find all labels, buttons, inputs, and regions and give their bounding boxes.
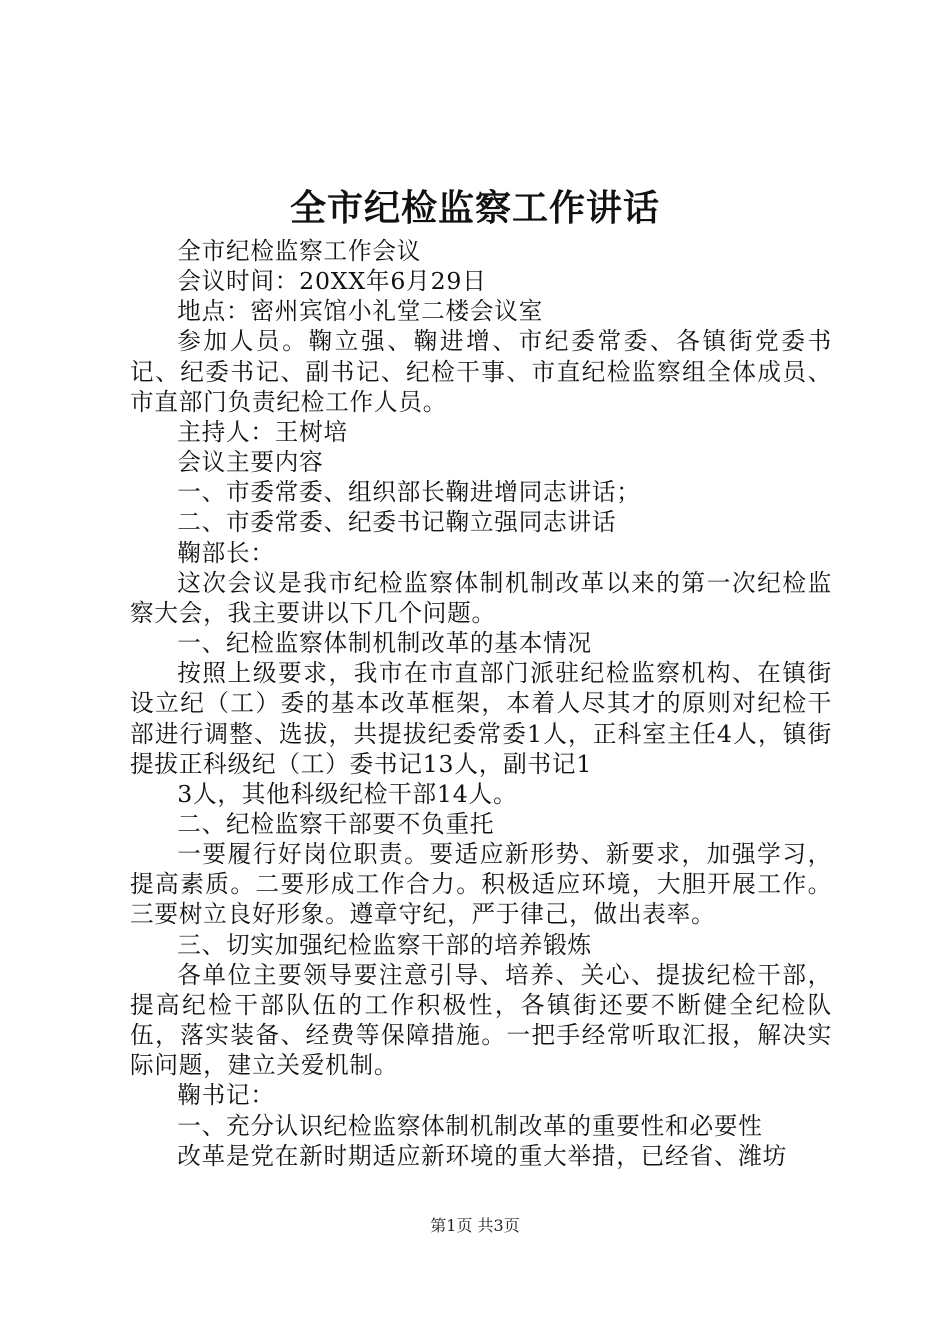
- paragraph-meeting-time: 会议时间：20XX年6月29日: [177, 267, 487, 296]
- paragraph-section-1-continuation: 3人，其他科级纪检干部14人。: [177, 779, 518, 808]
- paragraph-section-1-heading: 一、纪检监察体制机制改革的基本情况: [177, 629, 592, 658]
- paragraph-meeting-name: 全市纪检监察工作会议: [177, 237, 422, 265]
- paragraph-section-1-body: 按照上级要求，我市在市直部门派驻纪检监察机构、在镇街设立纪（工）委的基本改革框架，本着人尽其才的原则对纪检干部进行调整、选拔，共提拔纪委常委1人，正科室主任4人，镇街提拔正科级纪（工）委书记13人，副书记1: [130, 659, 832, 778]
- paragraph-agenda-heading: 会议主要内容: [177, 448, 324, 477]
- paragraph-agenda-item-2: 二、市委常委、纪委书记鞠立强同志讲话: [177, 508, 617, 537]
- document-title: 全市纪检监察工作讲话: [289, 187, 660, 229]
- paragraph-section-3-heading: 三、切实加强纪检监察干部的培养锻炼: [177, 930, 592, 959]
- paragraph-section-2-body: 一要履行好岗位职责。要适应新形势、新要求，加强学习，提高素质。二要形成工作合力。积极适应环境，大胆开展工作。三要树立良好形象。遵章守纪，严于律己，做出表率。: [130, 840, 832, 929]
- paragraph-section-2-heading: 二、纪检监察干部要不负重托: [177, 809, 495, 838]
- page-number-footer: 第1页 共3页: [430, 1216, 520, 1235]
- document-body: [130, 236, 832, 1171]
- paragraph-meeting-location: 地点：密州宾馆小礼堂二楼会议室: [177, 297, 544, 326]
- paragraph-speaker-2-section-1-body: 改革是党在新时期适应新环境的重大举措，已经省、潍坊: [177, 1141, 788, 1170]
- paragraph-agenda-item-1: 一、市委常委、组织部长鞠进增同志讲话；: [177, 478, 641, 507]
- paragraph-attendees: 参加人员。鞠立强、鞠进增、市纪委常委、各镇街党委书记、纪委书记、副书记、纪检干事、市直纪检监察组全体成员、市直部门负责纪检工作人员。: [130, 327, 832, 416]
- paragraph-speaker-1: 鞠部长：: [177, 538, 275, 567]
- paragraph-speaker-2-section-1-heading: 一、充分认识纪检监察体制机制改革的重要性和必要性: [177, 1111, 763, 1140]
- paragraph-intro: 这次会议是我市纪检监察体制机制改革以来的第一次纪检监察大会，我主要讲以下几个问题。: [130, 568, 832, 627]
- paragraph-speaker-2: 鞠书记：: [177, 1081, 275, 1110]
- paragraph-host: 主持人：王树培: [177, 417, 348, 446]
- paragraph-section-3-body: 各单位主要领导要注意引导、培养、关心、提拔纪检干部，提高纪检干部队伍的工作积极性，各镇街还要不断健全纪检队伍，落实装备、经费等保障措施。一把手经常听取汇报，解决实际问题，建立关爱机制。: [130, 960, 832, 1080]
